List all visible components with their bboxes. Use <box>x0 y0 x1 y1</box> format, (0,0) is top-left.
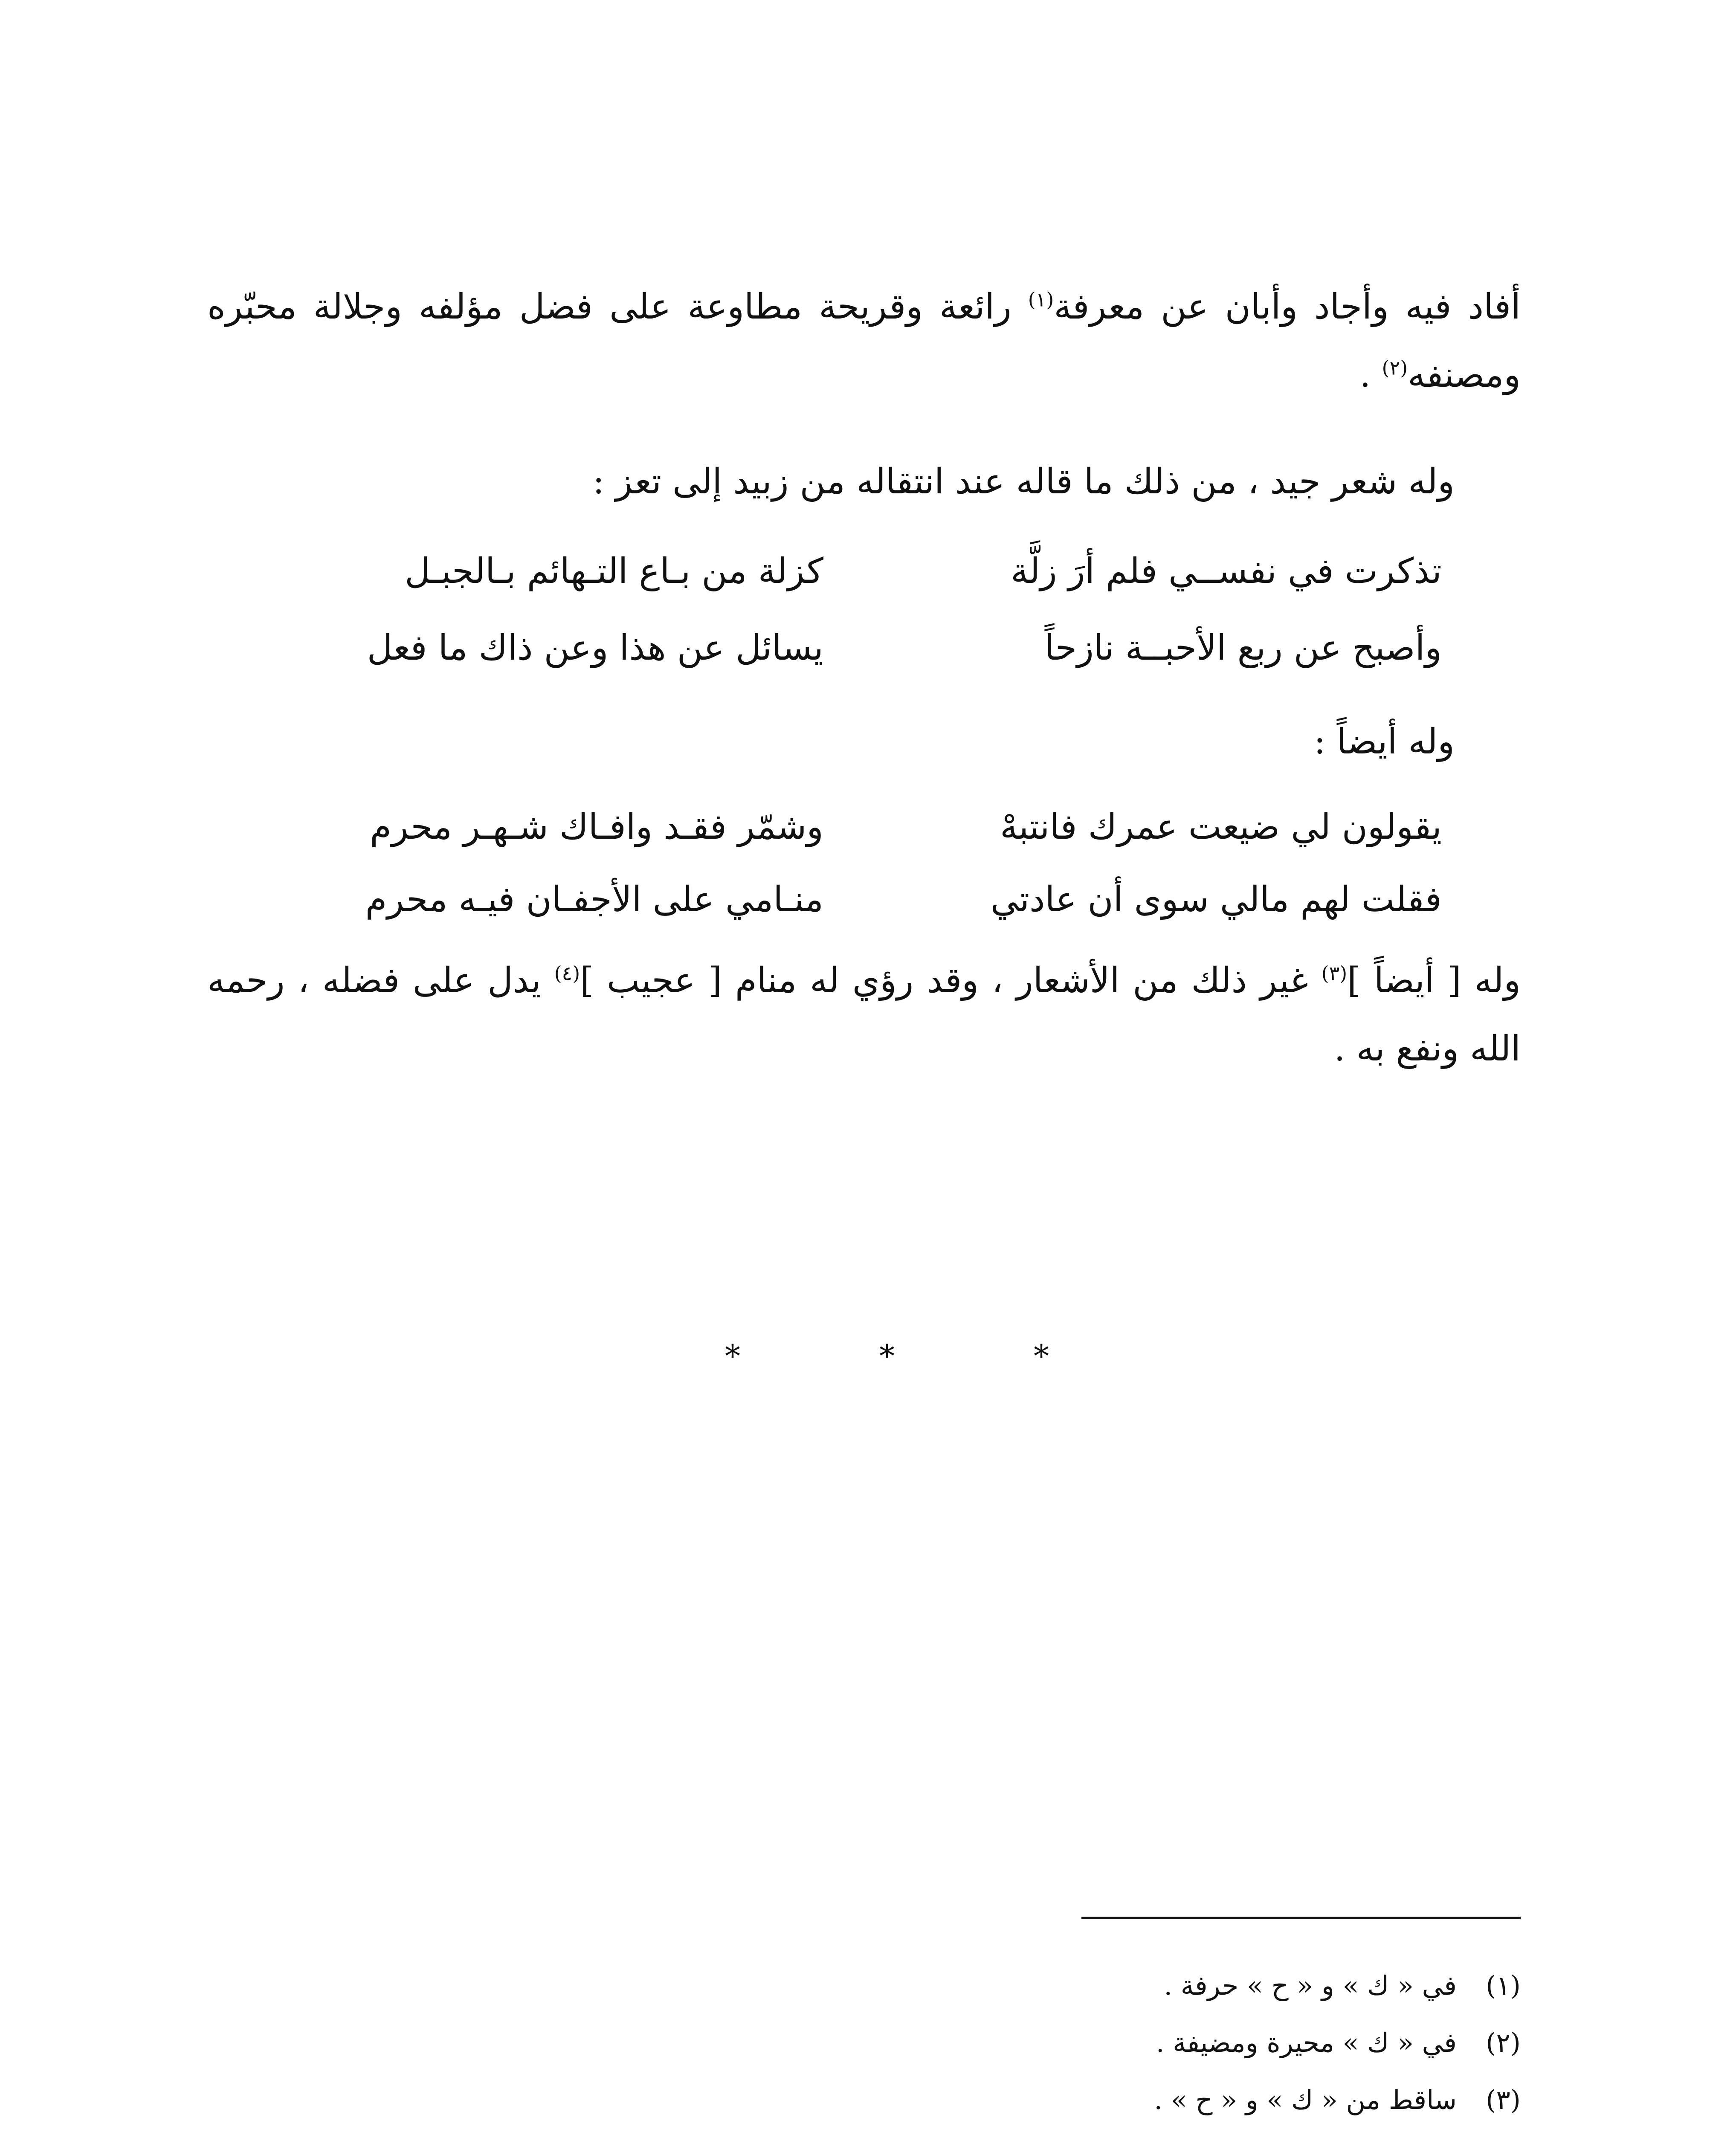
footnote-item <box>924 2071 1521 2129</box>
paragraph-closing-text-c: يدل على فضله ، رحمه الله ونفع به . <box>207 960 1521 1069</box>
footnote-text: في « ك » محيرة ومضيفة . <box>1156 2027 1457 2058</box>
paragraph-intro-text: أفاد فيه وأجاد وأبان عن معرفة <box>1054 287 1521 327</box>
footnotes-list <box>924 1957 1521 2132</box>
verse-4-second-hemistich: منـامي على الأجفـان فيـه محرم <box>365 879 823 920</box>
paragraph-closing-text-a: وله [ أيضاً ] <box>1347 960 1521 1001</box>
footnote-divider <box>1081 1917 1521 1919</box>
footnote-text: في « ك » و « ح » حرفة . <box>1164 1970 1457 2001</box>
verse-line-2 <box>226 614 1442 682</box>
paragraph-intro <box>207 273 1521 409</box>
footnote-number <box>1457 2129 1521 2132</box>
verse-2-second-hemistich: يسائل عن هذا وعن ذاك ما فعل <box>367 628 823 668</box>
separator-star-3: * <box>725 1338 740 1374</box>
footnote-ref-4: (٤) <box>554 962 580 985</box>
verse-2-first-hemistich: وأصبح عن ربع الأحبــة نازحاً <box>1044 628 1442 668</box>
separator-star-2: * <box>879 1338 895 1374</box>
footnote-ref-3: (٣) <box>1321 962 1348 985</box>
verse-line-1 <box>226 537 1442 605</box>
paragraph-poem-intro-1: وله شعر جيد ، من ذلك ما قاله عند انتقاله من زبيد إلى تعز : <box>592 461 1455 502</box>
footnote-number: (٣) <box>1486 2084 1521 2115</box>
paragraph-poem-intro-2: وله أيضاً : <box>1313 721 1455 762</box>
separator-star-1: * <box>1034 1338 1049 1374</box>
footnote-item <box>924 2014 1521 2071</box>
section-separator <box>725 1330 1049 1382</box>
paragraph-intro-text-2: رائعة وقريحة مطاوعة على فضل مؤلفه وجلالة محبّره ومصنفه <box>207 287 1521 395</box>
paragraph-closing-text-b: غير ذلك من الأشعار ، وقد رؤي له منام [ عجيب ] <box>580 960 1322 1001</box>
verse-3-first-hemistich: يقولون لي ضيعت عمرك فانتبهْ <box>1000 807 1442 847</box>
verse-4-first-hemistich: فقلت لهم مالي سوى أن عادتي <box>990 879 1442 920</box>
footnote-ref-2: (٢) <box>1382 356 1408 379</box>
footnote-item <box>924 1957 1521 2014</box>
verse-line-3 <box>226 793 1442 861</box>
footnote-text <box>1268 2129 1457 2132</box>
verse-1-first-hemistich: تذكرت في نفســي فلم أرَ زلَّة <box>1011 551 1442 591</box>
footnote-number: (٢) <box>1486 2027 1521 2058</box>
footnote-number: (١) <box>1486 1970 1521 2001</box>
paragraph-intro-end: . <box>1359 355 1382 395</box>
footnote-ref-1: (١) <box>1028 288 1054 311</box>
paragraph-closing <box>207 947 1521 1083</box>
footnote-item <box>924 2129 1521 2132</box>
verse-3-second-hemistich: وشمّر فقـد وافـاك شـهـر محرم <box>370 807 823 847</box>
footnote-text: ساقط من « ك » و « ح » . <box>1154 2084 1457 2115</box>
verse-1-second-hemistich: كزلة من بـاع التـهائم بـالجبـل <box>405 551 823 591</box>
verse-line-4 <box>226 866 1442 934</box>
